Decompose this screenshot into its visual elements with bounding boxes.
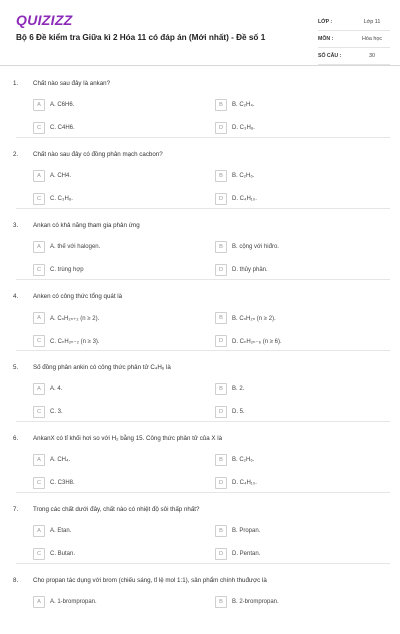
question-item <box>0 563 400 634</box>
option-text: A. CₙH₂ₙ₊₂ (n ≥ 2). <box>50 315 100 322</box>
option-text: A. CH4. <box>50 173 72 179</box>
answer-option[interactable] <box>215 547 380 561</box>
answer-option[interactable] <box>215 382 380 396</box>
meta-value: 30 <box>369 53 375 59</box>
answer-option[interactable] <box>33 453 198 467</box>
meta-key: LỚP : <box>318 19 333 25</box>
option-letter-box: B <box>215 241 227 253</box>
meta-value: Lớp 11 <box>363 19 381 25</box>
option-letter-box: A <box>33 596 45 608</box>
option-text: B. Propan. <box>232 528 261 534</box>
option-letter-box: B <box>215 596 227 608</box>
question-item <box>0 66 400 137</box>
answer-option[interactable] <box>33 192 198 206</box>
option-letter-box: D <box>215 406 227 418</box>
option-letter-box: B <box>215 99 227 111</box>
question-number: 2. <box>13 151 19 158</box>
question-item <box>0 137 400 208</box>
option-letter-box: C <box>33 122 45 134</box>
divider <box>16 563 390 564</box>
option-letter-box: B <box>215 383 227 395</box>
option-text: C. C3H8. <box>50 480 75 486</box>
document-title: Bộ 6 Đề kiểm tra Giữa kì 2 Hóa 11 có đáp án (Mới nhất) - Đề số 1 <box>16 33 266 42</box>
option-text: B. 2-brompropan. <box>232 599 279 605</box>
option-text: D. thủy phân. <box>232 267 268 273</box>
option-letter-box: A <box>33 383 45 395</box>
question-item <box>0 421 400 492</box>
answer-option[interactable] <box>33 169 198 183</box>
question-text: AnkanX có tỉ khối hơi so với H₂ bằng 15. Công thức phân tử của X là <box>33 435 223 442</box>
question-text: Chất nào sau đây có đồng phân mạch cacbon? <box>33 151 163 158</box>
option-text: D. C₄H₁₀. <box>232 196 257 202</box>
answer-option[interactable] <box>215 595 380 609</box>
question-text: Anken có công thức tổng quát là <box>33 293 123 300</box>
option-text: D. Pentan. <box>232 551 261 557</box>
option-letter-box: A <box>33 170 45 182</box>
option-text: D. C₃H₈. <box>232 125 255 131</box>
answer-option[interactable] <box>33 334 198 348</box>
option-letter-box: C <box>33 264 45 276</box>
answer-option[interactable] <box>33 595 198 609</box>
question-number: 7. <box>13 506 19 513</box>
answer-option[interactable] <box>215 192 380 206</box>
option-text: A. Etan. <box>50 528 72 534</box>
option-letter-box: B <box>215 170 227 182</box>
quizizz-logo: QUIZIZZ <box>16 12 73 28</box>
option-text: B. C₂H₆. <box>232 457 255 463</box>
meta-key: SỐ CÂU : <box>318 53 342 59</box>
option-text: C. C₃H₈. <box>50 196 73 202</box>
option-letter-box: C <box>33 335 45 347</box>
option-text: B. C₂H₄. <box>232 102 255 108</box>
option-text: D. C₄H₁₀. <box>232 480 257 486</box>
option-text: C. CₙH₂ₙ₋₂ (n ≥ 3). <box>50 338 100 345</box>
meta-row-subject <box>318 31 390 48</box>
option-letter-box: A <box>33 525 45 537</box>
option-letter-box: B <box>215 525 227 537</box>
option-letter-box: C <box>33 406 45 418</box>
question-number: 5. <box>13 364 19 371</box>
answer-option[interactable] <box>33 476 198 490</box>
answer-option[interactable] <box>33 547 198 561</box>
option-text: B. cộng với hiđro. <box>232 244 279 250</box>
divider <box>16 279 390 280</box>
option-text: C. trùng hợp <box>50 267 84 273</box>
option-text: B. 2. <box>232 386 245 392</box>
option-letter-box: B <box>215 454 227 466</box>
answer-option[interactable] <box>215 334 380 348</box>
answer-option[interactable] <box>33 524 198 538</box>
option-letter-box: A <box>33 241 45 253</box>
answer-option[interactable] <box>215 311 380 325</box>
answer-option[interactable] <box>215 98 380 112</box>
option-letter-box: C <box>33 548 45 560</box>
divider <box>16 492 390 493</box>
document-header <box>0 0 400 66</box>
option-letter-box: C <box>33 193 45 205</box>
option-text: C. 3. <box>50 409 63 415</box>
answer-option[interactable] <box>33 405 198 419</box>
option-letter-box: D <box>215 193 227 205</box>
answer-option[interactable] <box>215 240 380 254</box>
option-letter-box: D <box>215 122 227 134</box>
option-text: A. 4. <box>50 386 63 392</box>
answer-option[interactable] <box>215 405 380 419</box>
meta-key: MÔN : <box>318 36 334 42</box>
option-text: C. Butan. <box>50 551 76 557</box>
question-text: Chất nào sau đây là ankan? <box>33 80 111 87</box>
divider <box>16 350 390 351</box>
option-letter-box: D <box>215 264 227 276</box>
option-text: D. 5. <box>232 409 245 415</box>
option-text: B. C₂H₆. <box>232 173 255 179</box>
meta-row-class <box>318 14 390 31</box>
answer-option[interactable] <box>215 121 380 135</box>
option-letter-box: D <box>215 335 227 347</box>
option-text: D. CₙH₂ₙ₋₆ (n ≥ 6). <box>232 338 282 345</box>
question-item <box>0 208 400 279</box>
answer-option[interactable] <box>215 476 380 490</box>
answer-option[interactable] <box>215 169 380 183</box>
option-text: A. 1-brompropan. <box>50 599 97 605</box>
question-item <box>0 492 400 563</box>
answer-option[interactable] <box>33 98 198 112</box>
answer-option[interactable] <box>215 453 380 467</box>
option-letter-box: B <box>215 312 227 324</box>
answer-option[interactable] <box>33 263 198 277</box>
option-letter-box: A <box>33 312 45 324</box>
answer-option[interactable] <box>33 240 198 254</box>
option-letter-box: D <box>215 477 227 489</box>
meta-value: Hóa học <box>361 36 383 42</box>
question-item <box>0 350 400 421</box>
question-number: 1. <box>13 80 19 87</box>
question-number: 3. <box>13 222 19 229</box>
question-number: 4. <box>13 293 19 300</box>
option-letter-box: D <box>215 548 227 560</box>
divider <box>16 208 390 209</box>
question-number: 8. <box>13 577 19 584</box>
answer-option[interactable] <box>215 263 380 277</box>
divider <box>16 137 390 138</box>
divider <box>16 421 390 422</box>
option-text: A. thế với halogen. <box>50 244 101 250</box>
answer-option[interactable] <box>215 524 380 538</box>
option-letter-box: C <box>33 477 45 489</box>
question-text: Số đồng phân ankin có công thức phân tử C₄H₆ là <box>33 364 171 371</box>
option-letter-box: A <box>33 454 45 466</box>
question-number: 6. <box>13 435 19 442</box>
question-text: Cho propan tác dụng với brom (chiếu sáng, tỉ lệ mol 1:1), sản phẩm chính thuđược là <box>33 577 267 584</box>
meta-row-count <box>318 48 390 65</box>
option-text: A. CH₄. <box>50 457 71 463</box>
meta-table <box>318 14 390 65</box>
question-text: Ankan có khả năng tham gia phản ứng <box>33 222 140 229</box>
option-text: B. CₙH₂ₙ (n ≥ 2). <box>232 315 276 322</box>
answer-option[interactable] <box>33 382 198 396</box>
option-text: A. C6H6. <box>50 102 75 108</box>
answer-option[interactable] <box>33 311 198 325</box>
question-item <box>0 279 400 350</box>
question-text: Trong các chất dưới đây, chất nào có nhiệt độ sôi thấp nhất? <box>33 506 200 513</box>
answer-option[interactable] <box>33 121 198 135</box>
option-letter-box: A <box>33 99 45 111</box>
option-text: C. C4H6. <box>50 125 75 131</box>
